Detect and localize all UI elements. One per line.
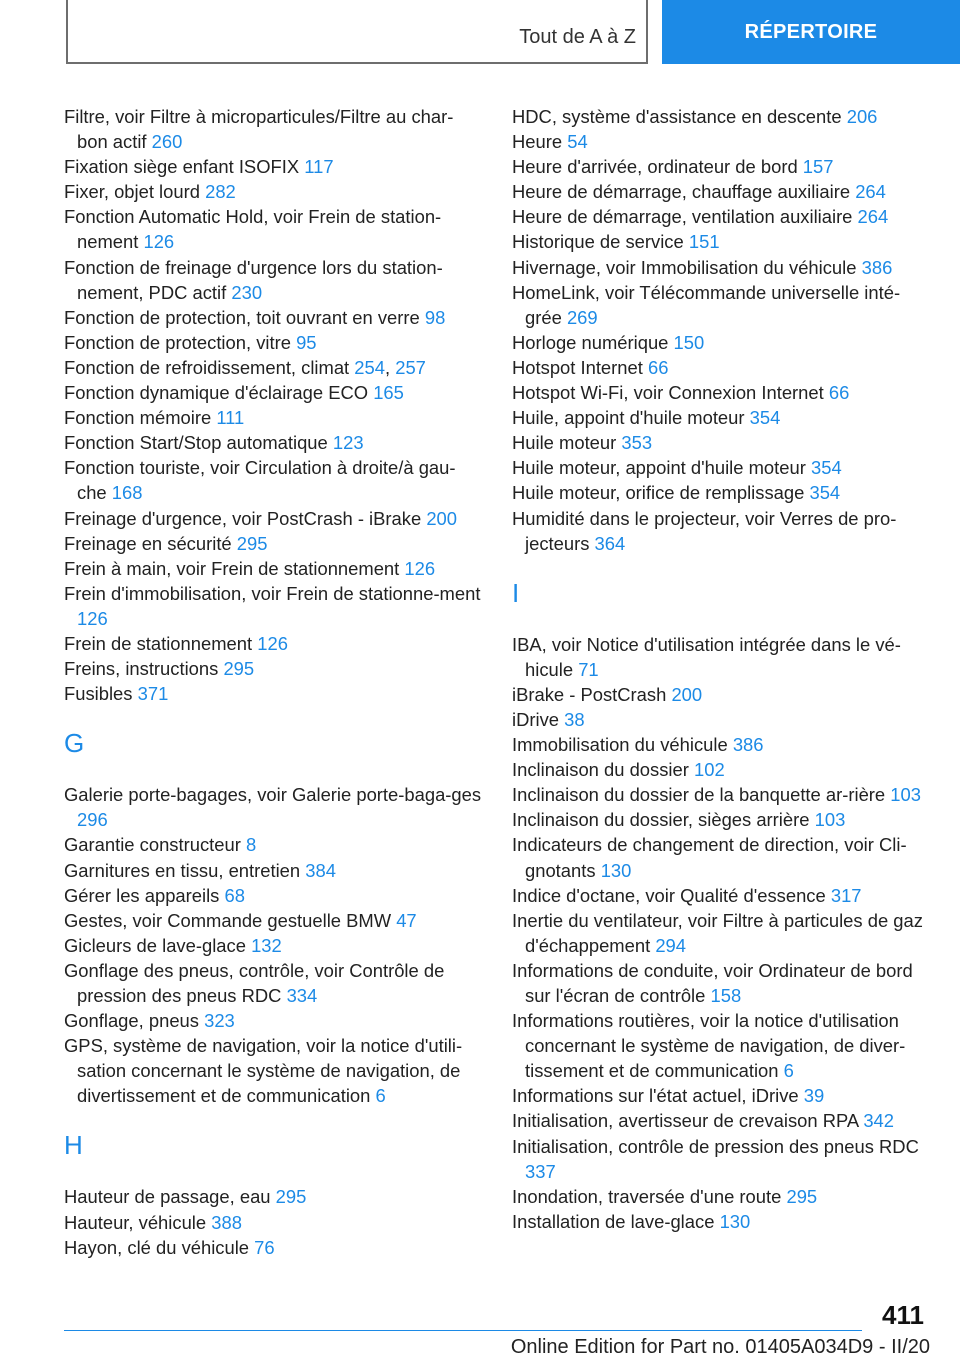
index-entry — [64, 832, 484, 857]
page-link[interactable]: 6 — [375, 1085, 386, 1107]
index-entry — [512, 129, 932, 154]
index-entry — [512, 380, 932, 405]
index-entry-text: Heure de démarrage, chauffage auxiliaire — [512, 181, 851, 203]
index-entry — [512, 807, 932, 832]
index-entry-text: Heure d'arrivée, ordinateur de bord — [512, 156, 798, 178]
index-entry-text: Fixer, objet lourd — [64, 181, 200, 203]
page-link[interactable]: 295 — [223, 658, 255, 680]
index-entry-text: Fonction dynamique d'éclairage ECO — [64, 382, 369, 404]
page-link[interactable]: 334 — [286, 985, 318, 1006]
index-entry — [512, 782, 932, 807]
index-entry-text: Heure — [512, 131, 563, 153]
index-entry-text: Indicateurs de changement de direction, voir Cli-gnotants — [512, 834, 907, 881]
index-entry-text: Inclinaison du dossier, sièges arrière — [512, 809, 810, 831]
index-entry — [64, 858, 484, 883]
index-entry — [512, 430, 932, 455]
footer-divider — [64, 1330, 862, 1331]
page-link[interactable]: 282 — [205, 181, 236, 203]
index-entry-text: Fonction touriste, voir Circulation à droite/à gau-che — [64, 457, 456, 504]
index-entry-text: Fonction Start/Stop automatique — [64, 432, 328, 454]
index-entry-text: Hotspot Wi-Fi, voir Connexion Internet — [512, 382, 824, 404]
page-link[interactable]: 98 — [424, 306, 446, 328]
index-entry — [64, 405, 484, 430]
page-link[interactable]: 294 — [655, 934, 686, 956]
index-entry — [512, 1134, 932, 1184]
index-entry — [512, 405, 932, 430]
page-number: 411 — [882, 1300, 924, 1330]
page-link[interactable]: 38 — [564, 708, 585, 730]
index-entry — [64, 556, 484, 581]
index-entry-text: Hauteur, véhicule — [64, 1211, 207, 1233]
index-entry — [512, 204, 932, 229]
index-entry-text: Fonction mémoire — [64, 407, 212, 429]
page-link[interactable]: 165 — [373, 382, 404, 404]
index-entry-text: Freins, instructions — [64, 658, 219, 680]
page-link[interactable]: 295 — [786, 1185, 818, 1207]
index-entry — [512, 506, 932, 556]
page-link[interactable]: 354 — [809, 482, 841, 504]
page-link[interactable]: 126 — [257, 632, 288, 654]
index-entry-text: Inondation, traversée d'une route — [512, 1185, 782, 1207]
index-entry — [64, 1210, 484, 1235]
index-entry — [512, 280, 932, 330]
index-entry — [64, 631, 484, 656]
index-entry-text: Informations routières, voir la notice d'utilisation concernant le système de navigation, de diver-tissement et de communication — [512, 1010, 906, 1082]
page-link[interactable]: 230 — [231, 281, 263, 303]
index-entry-text: HDC, système d'assistance en descente — [512, 106, 842, 127]
index-entry — [512, 883, 932, 908]
index-entry — [64, 104, 484, 154]
index-entry — [64, 908, 484, 933]
tab-repertoire[interactable]: RÉPERTOIRE — [662, 0, 960, 64]
index-entry-text: IBA, voir Notice d'utilisation intégrée dans le vé-hicule — [512, 633, 901, 680]
index-entry-text: Hotspot Internet — [512, 356, 643, 378]
header-divider — [66, 62, 648, 64]
index-entry — [512, 1184, 932, 1209]
index-entry — [64, 1008, 484, 1033]
footer-edition-text: Online Edition for Part no. 01405A034D9 - II/20 — [510, 1336, 930, 1358]
page-link[interactable]: 39 — [803, 1085, 825, 1107]
page-link[interactable]: 371 — [137, 683, 169, 705]
section-letter-i: I — [512, 577, 520, 608]
index-entry — [512, 104, 932, 129]
index-entry-text: Inclinaison du dossier — [512, 759, 689, 781]
index-entry — [64, 204, 484, 254]
page-link[interactable]: 257 — [395, 356, 426, 378]
page-link[interactable]: 102 — [693, 759, 725, 781]
index-entry-text: Indice d'octane, voir Qualité d'essence — [512, 884, 826, 906]
index-entry-text: Freinage en sécurité — [64, 532, 232, 554]
index-entry — [64, 782, 484, 832]
index-entry — [64, 330, 484, 355]
index-entry-text: Galerie porte-bagages, voir Galerie porte-baga-ges — [64, 784, 482, 806]
page-link[interactable]: 354 — [810, 457, 842, 479]
index-entry — [512, 229, 932, 254]
index-entry — [64, 380, 484, 405]
index-entry-text: Initialisation, avertisseur de crevaison RPA — [512, 1110, 859, 1132]
index-entry-text: Frein d'immobilisation, voir Frein de stationne-ment — [64, 582, 481, 604]
index-entry-text: Historique de service — [512, 231, 684, 253]
index-entry — [512, 480, 932, 505]
index-entry — [512, 1008, 932, 1083]
page-link[interactable]: 353 — [621, 432, 653, 454]
index-entry-text: Filtre, voir Filtre à microparticules/Filtre au char-bon actif — [64, 106, 454, 153]
index-entry — [512, 355, 932, 380]
index-entry-text: Gicleurs de lave-glace — [64, 934, 246, 956]
index-entry — [512, 732, 932, 757]
index-entry-text: Fonction de refroidissement, climat — [64, 356, 350, 378]
index-entry — [512, 682, 932, 707]
index-entry — [64, 1033, 484, 1108]
page-link[interactable]: 130 — [600, 859, 632, 881]
page-link[interactable]: 158 — [710, 985, 742, 1006]
page-link[interactable]: 295 — [236, 532, 268, 554]
index-entry — [64, 958, 484, 1008]
page-link[interactable]: 323 — [204, 1010, 235, 1032]
index-entry-text: Gonflage, pneus — [64, 1010, 199, 1032]
tab-tout-de-a-a-z[interactable]: Tout de A à Z — [519, 26, 636, 48]
index-entry-text: Installation de lave-glace — [512, 1210, 715, 1232]
page-link[interactable]: 123 — [332, 432, 364, 454]
page-link[interactable]: 66 — [647, 356, 669, 378]
index-entry-text: Hayon, clé du véhicule — [64, 1236, 250, 1258]
index-entry-text: Hivernage, voir Immobilisation du véhicule — [512, 256, 857, 278]
index-entry-text: Fonction de protection, toit ouvrant en verre — [64, 306, 420, 328]
page-link[interactable]: 317 — [830, 884, 862, 906]
index-entry-text: Fonction Automatic Hold, voir Frein de station-nement — [64, 206, 442, 253]
index-entry — [512, 1108, 932, 1133]
index-entry — [512, 1209, 932, 1234]
page-link[interactable]: 254 — [354, 356, 385, 378]
page-link[interactable]: 66 — [828, 382, 850, 404]
page-link[interactable]: 103 — [814, 809, 846, 831]
index-entry — [64, 430, 484, 455]
index-entry — [64, 883, 484, 908]
index-entry — [64, 933, 484, 958]
header-bracket-right — [646, 0, 648, 64]
page-link[interactable]: 8 — [245, 834, 257, 856]
index-entry-text: iBrake - PostCrash — [512, 683, 667, 705]
page-link[interactable]: 296 — [77, 809, 108, 831]
page-link[interactable]: 71 — [578, 658, 599, 680]
page-link[interactable]: 132 — [251, 934, 282, 956]
section-letter-h: H — [64, 1130, 83, 1161]
page-link[interactable]: 269 — [566, 306, 598, 328]
index-entry — [512, 179, 932, 204]
page-link[interactable]: 117 — [304, 156, 334, 178]
page-link[interactable]: 295 — [275, 1186, 307, 1208]
index-entry — [512, 757, 932, 782]
index-entry — [512, 908, 932, 958]
page-link[interactable]: 388 — [211, 1211, 242, 1233]
index-entry — [64, 681, 484, 706]
index-entry-text: Fixation siège enfant ISOFIX — [64, 156, 300, 178]
index-column-right — [512, 104, 932, 1234]
index-entry — [64, 255, 484, 305]
index-entry-text: Horloge numérique — [512, 331, 669, 353]
index-entry-text: Frein de stationnement — [64, 632, 253, 654]
index-entry — [64, 506, 484, 531]
index-entry-text: GPS, système de navigation, voir la notice d'utili-sation concernant le système de navigation, de divertissement et de communication — [64, 1035, 463, 1107]
index-entry — [512, 455, 932, 480]
page-link[interactable]: 150 — [673, 331, 705, 353]
index-entry-text: Inclinaison du dossier de la banquette ar-rière — [512, 784, 886, 806]
index-entry-text: Huile moteur — [512, 432, 617, 454]
page-link[interactable]: 6 — [783, 1060, 794, 1082]
index-entry — [64, 656, 484, 681]
page-link[interactable]: 47 — [396, 909, 417, 931]
page-link[interactable]: 126 — [404, 557, 436, 579]
page-link[interactable]: 200 — [426, 507, 457, 529]
index-entry-text: Inertie du ventilateur, voir Filtre à particules de gaz d'échappement — [512, 909, 923, 956]
index-entry — [64, 305, 484, 330]
header-bracket-left — [66, 0, 68, 64]
index-entry-text: HomeLink, voir Télécommande universelle inté-grée — [512, 281, 901, 328]
index-entry: Fonction de refroidissement, climat 254, 257 — [64, 356, 426, 378]
index-entry-text: iDrive — [512, 708, 560, 730]
index-entry — [512, 255, 932, 280]
index-entry-text: Fusibles — [64, 683, 133, 705]
page-link[interactable]: 76 — [254, 1236, 275, 1258]
index-entry — [512, 632, 932, 682]
section-letter-g: G — [64, 728, 85, 759]
index-entry — [512, 958, 932, 1008]
index-entry — [64, 1235, 484, 1260]
index-entry-text: Huile moteur, appoint d'huile moteur — [512, 457, 806, 479]
page-link[interactable]: 168 — [111, 482, 143, 504]
index-entry-text: Initialisation, contrôle de pression des pneus RDC — [512, 1135, 919, 1157]
index-entry-text: Gérer les appareils — [64, 884, 220, 906]
index-entry — [64, 179, 484, 204]
index-entry-text: Gonflage des pneus, contrôle, voir Contrôle de pression des pneus RDC — [64, 959, 445, 1006]
index-entry-text: Fonction de freinage d'urgence lors du station-nement, PDC actif — [64, 256, 443, 303]
index-entry-text: Fonction de protection, vitre — [64, 331, 291, 353]
index-column-left — [64, 104, 484, 1260]
page-link[interactable]: 126 — [77, 607, 108, 629]
index-entry-text: Frein à main, voir Frein de stationnement — [64, 557, 400, 579]
index-entry-text: Huile, appoint d'huile moteur — [512, 407, 745, 429]
page-link[interactable]: 260 — [151, 131, 183, 153]
index-entry-text: Informations de conduite, voir Ordinateur de bord sur l'écran de contrôle — [512, 959, 913, 1006]
index-entry — [512, 707, 932, 732]
index-entry — [512, 330, 932, 355]
index-entry — [64, 455, 484, 505]
page-link[interactable]: 386 — [732, 734, 764, 756]
page-link[interactable]: 200 — [671, 683, 703, 705]
page-link[interactable]: 103 — [890, 784, 921, 806]
page-link[interactable]: 364 — [594, 532, 626, 554]
page-link[interactable]: 111 — [216, 407, 245, 429]
page-link[interactable]: 130 — [719, 1210, 751, 1232]
page-link[interactable]: 126 — [143, 231, 175, 253]
page-link[interactable]: 95 — [296, 331, 317, 353]
index-entry-text: Garnitures en tissu, entretien — [64, 859, 301, 881]
index-entry-text: Gestes, voir Commande gestuelle BMW — [64, 909, 392, 931]
page-link[interactable]: 384 — [305, 859, 336, 881]
index-entry-text: Heure de démarrage, ventilation auxiliaire — [512, 206, 853, 228]
page-link[interactable]: 157 — [802, 156, 834, 178]
index-entry — [64, 581, 484, 631]
page-link[interactable]: 342 — [863, 1110, 894, 1132]
index-entry — [64, 1184, 484, 1209]
page-link[interactable]: 206 — [846, 106, 878, 127]
page-link[interactable]: 68 — [224, 884, 245, 906]
index-entry-text: Huile moteur, orifice de remplissage — [512, 482, 805, 504]
page-link[interactable]: 386 — [861, 256, 893, 278]
page-link[interactable]: 264 — [855, 181, 886, 203]
index-entry — [512, 1083, 932, 1108]
page-link[interactable]: 337 — [525, 1160, 556, 1182]
index-entry-text: Informations sur l'état actuel, iDrive — [512, 1085, 799, 1107]
index-entry-text: Freinage d'urgence, voir PostCrash - iBrake — [64, 507, 422, 529]
index-entry — [64, 531, 484, 556]
page-link[interactable]: 54 — [567, 131, 588, 153]
page-link[interactable]: 264 — [857, 206, 889, 228]
index-entry-text: Immobilisation du véhicule — [512, 734, 728, 756]
index-entry — [512, 154, 932, 179]
page-link[interactable]: 151 — [688, 231, 720, 253]
index-entry — [64, 154, 484, 179]
index-entry — [512, 832, 932, 882]
page-link[interactable]: 354 — [749, 407, 781, 429]
index-entry-text: Hauteur de passage, eau — [64, 1186, 271, 1208]
index-entry-text: Humidité dans le projecteur, voir Verres de pro-jecteurs — [512, 507, 897, 554]
index-entry-text: Garantie constructeur — [64, 834, 241, 856]
